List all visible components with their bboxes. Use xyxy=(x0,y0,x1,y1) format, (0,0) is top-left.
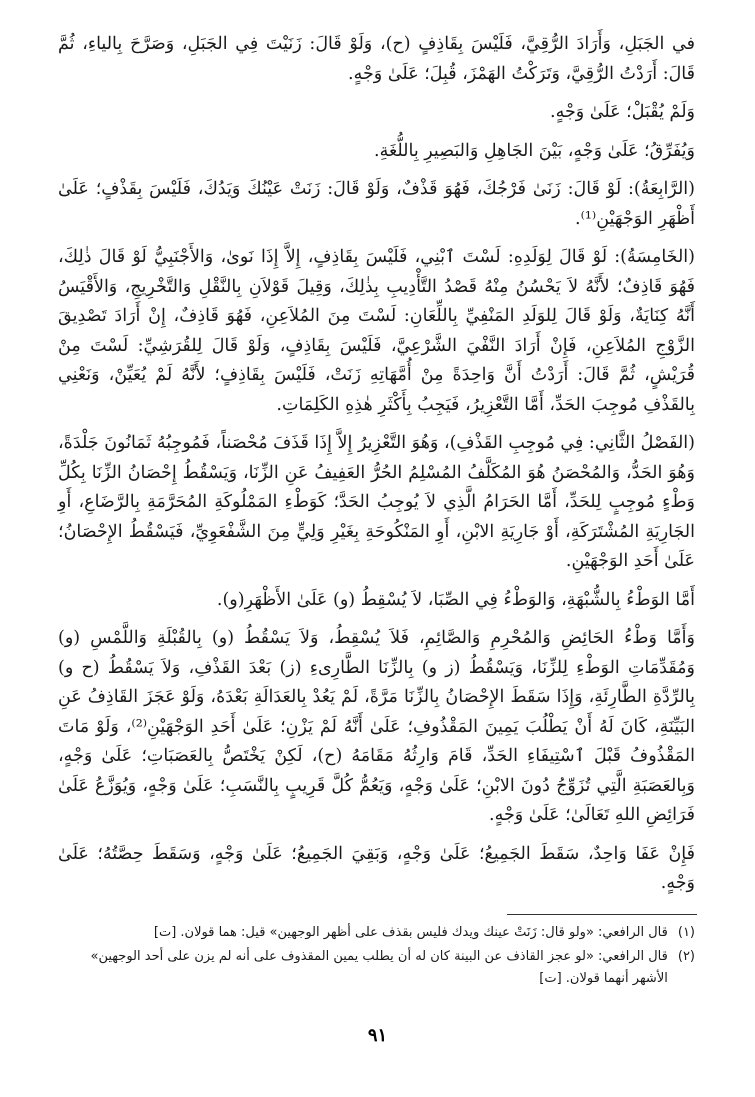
paragraph-7: أَمَّا الوَطْءُ بِالشُّبْهَةِ، وَالوَطْءُ فِي الصِّبَا، لاَ يُسْقِطُ (و) عَلَىٰ الأَظْهَرِ(و). xyxy=(216,589,695,610)
paragraph-1: في الجَبَلِ، وَأَرَادَ الرُّقِيَّ، فَلَيْسَ بِقَاذِفٍ (ح)، وَلَوْ قَالَ: زَنَيْتَ فِي الجَبَلِ، وَصَرَّحَ بِالياءِ، ثُمَّ قَالَ: أَرَدْتُ الرُّقِيَّ، وَتَرَكْتُ الهَمْزَ، قُبِلَ؛ عَلَىٰ وَجْهٍ. xyxy=(58,34,695,84)
page-number: ٩١ xyxy=(367,1025,388,1046)
paragraph-4: (الرَّابِعَةُ): لَوْ قَالَ: زَنَىٰ فَرْجُكَ، فَهُوَ قَذْفٌ، وَلَوْ قَالَ: زَنَتْ عَيْنُكَ وَيَدُكَ، فَلَيْسَ بِقَذْفٍ؛ عَلَىٰ أَظْهَرِ الوَجْهَيْنِ⁽¹⁾. xyxy=(58,179,695,229)
footnote-number: (٢) xyxy=(677,949,695,964)
paragraph-8: وَأَمَّا وَطْءُ الحَائِضِ وَالمُحْرِمِ وَالصَّائِمِ، فَلاَ يُسْقِطُ، وَلاَ يَسْقُطُ (و) بِالقُبْلَةِ وَاللَّمْسِ (و) وَمُقَدِّمَاتِ الوَطْءِ لِلزِّنَا، وَيَسْقُطُ (ز و) بِالزِّنَا الطَّارِىءِ (ز) بَعْدَ القَذْفِ، وَلاَ يَسْقُطُ (ح و) بِالرِّدَّةِ الطَّارِئَةِ، وَإِذَا سَقَطَ الإِحْصَانُ بِالزِّنَا مَرَّةً، لَمْ يَعُدْ بِالعَدَالَةِ بَعْدَهُ، وَلَوْ عَجَزَ القَاذِفُ عَنِ البَيِّنَةِ، كَانَ لَهُ أَنْ يَطْلُبَ يَمِينَ المَقْذُوفِ؛ عَلَىٰ أَنَّهُ لَمْ يَزْنِ؛ عَلَىٰ أَحَدِ الوَجْهَيْنِ⁽²⁾، وَلَوْ مَاتَ المَقْذُوفُ قَبْلَ ٱسْتِيفَاءِ الحَدِّ، قَامَ وَارِثُهُ مَقَامَهُ (ح)، لَكِنْ يَخْتَصُّ بِالعَصَبَاتِ؛ عَلَىٰ وَجْهٍ، وَبِالعَصَبَةِ الَّتِي تُزَوِّجُ دُونَ الابْنِ؛ عَلَىٰ وَجْهٍ، وَيَعُمُّ كُلَّ قَرِيبٍ بِالنَّسَبِ؛ عَلَىٰ وَجْهٍ، وَيُوَزَّعُ عَلَىٰ فَرَائِضِ اللهِ تَعَالَىٰ؛ عَلَىٰ وَجْهٍ. xyxy=(58,628,696,825)
footnote-number: (١) xyxy=(677,925,695,940)
footnote-text: قال الرافعي: «ولو قال: زَنَتْ عينك ويدك فليس بقذف على أظهر الوجهين» قيل: هما قولان. [ت] xyxy=(153,925,668,940)
footnote-divider xyxy=(507,914,697,915)
paragraph-6: (الفَصْلُ الثَّانِي: فِي مُوجِبِ القَذْفِ)، وَهُوَ التَّعْزِيرُ إِلاَّ إِذَا قَذَفَ مُحْصَناً، فَمُوجِبُهُ ثَمَانُونَ جَلْدَةً، وَهُوَ الحَدُّ، وَالمُحْصَنُ هُوَ المُكَلَّفُ المُسْلِمُ الحُرُّ العَفِيفُ عَنِ الزِّنَا، وَيَسْقُطُ إِحْصَانُ الزِّنَا بِكُلِّ وَطْءٍ مُوجِبٍ لِلحَدِّ، أَمَّا الحَرَامُ الَّذِي لاَ يُوجِبُ الحَدَّ؛ كَوَطْءِ المَمْلُوكَةِ المُحَرَّمَةِ بِالرَّضَاعِ، أَوِ الجَارِيَةِ المُشْتَرَكَةِ، أَوْ جَارِيَةِ الابْنِ، أَوِ المَنْكُوحَةِ بِغَيْرِ وَلِيٍّ مِنَ الشَّفْعَوِيِّ، فَيَسْقُطُ الإِحْصَانُ؛ عَلَىٰ أَحَدِ الوَجْهَيْنِ. xyxy=(58,433,695,571)
footnote-2 xyxy=(58,946,695,990)
footnote-1 xyxy=(58,922,695,944)
footnote-text: قال الرافعي: «لو عجز القاذف عن البينة كان له أن يطلب يمين المقذوف على أنه لم يزن على أحد الوجهين» الأشهر أنهما قولان. [ت] xyxy=(90,949,668,986)
footnotes xyxy=(58,920,695,992)
paragraph-9: فَإِنْ عَفَا وَاحِدٌ، سَقَطَ الجَمِيعُ؛ عَلَىٰ وَجْهٍ، وَبَقِيَ الجَمِيعُ؛ عَلَىٰ وَجْهٍ، وَسَقَطَ حِصَّتُهُ؛ عَلَىٰ وَجْهٍ. xyxy=(58,843,695,893)
paragraph-3: وَيُفَرِّقُ؛ عَلَىٰ وَجْهٍ، بَيْنَ الجَاهِلِ وَالبَصِيرِ بِاللُّغَةِ. xyxy=(374,140,695,161)
paragraph-2: وَلَمْ يُقْبَلْ؛ عَلَىٰ وَجْهٍ. xyxy=(550,102,695,122)
paragraph-5: (الخَامِسَةُ): لَوْ قَالَ لِوَلَدِهِ: لَسْتَ ٱبْنِي، فَلَيْسَ بِقَاذِفٍ، إِلاَّ إِذَا نَوىٰ، وَالأَجْنَبِيُّ لَوْ قَالَ ذٰلِكَ، فَهُوَ قَاذِفٌ؛ لأَنَّهُ لاَ يَحْسُنُ مِنْهُ قَصْدُ التَّأْدِيبِ بِذٰلِكَ، وَقِيلَ قَوْلاَنِ بِالنَّقْلِ وَالتَّخْرِيجِ، وَالأَقْيَسُ أَنَّهُ كِنَايَةٌ، وَلَوْ قَالَ لِلوَلَدِ المَنْفِيِّ بِاللِّعَانِ: لَسْتَ مِنَ المُلاَعِنِ، فَهُوَ قَاذِفٌ، إِنْ أَرَادَ تَصْدِيقَ الزَّوْجِ المُلاَعِنِ، فَإِنْ أَرَادَ النَّفْيَ الشَّرْعِيَّ، فَلَيْسَ بِقَاذِفٍ، وَلَوْ قَالَ لِلقُرَشِيِّ: لَسْتَ مِنْ قُرَيْشٍ، ثُمَّ قَالَ: أَرَدْتُ أَنَّ وَاحِدَةً مِنْ أُمَّهَاتِهِ زَنَتْ، فَلَيْسَ بِقَاذِفٍ؛ لأَنَّهُ لَمْ يُعَيِّنْ، وَنَعْنِي بِالقَذْفِ مُوجِبَ الحَدِّ، أَمَّا التَّعْزِيرُ، فَيَجِبُ بِأَكْثَرِ هٰذِهِ الكَلِمَاتِ. xyxy=(58,247,695,415)
